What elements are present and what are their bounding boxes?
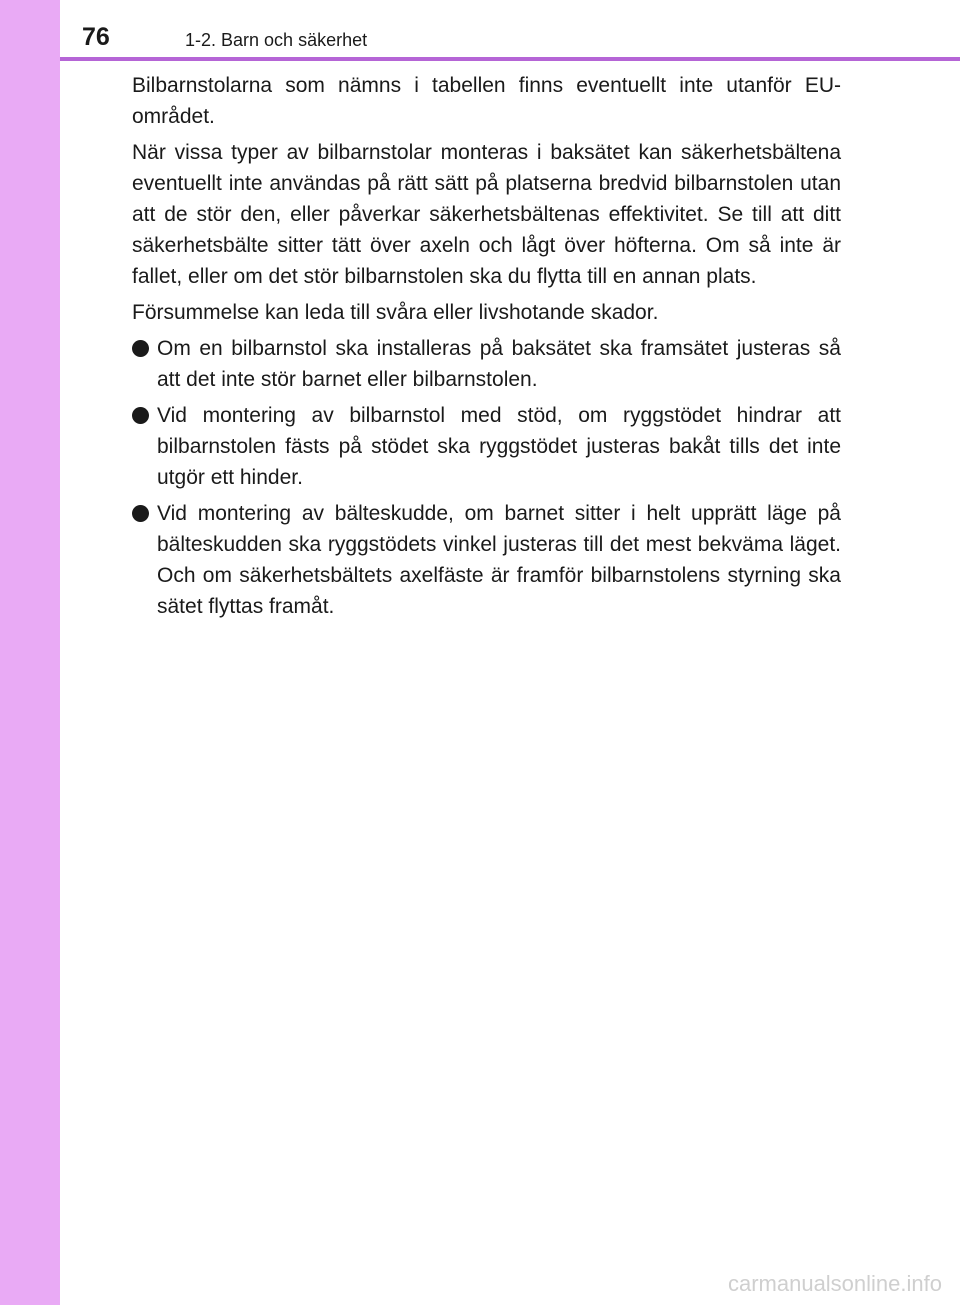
bullet-text: Vid montering av bilbarnstol med stöd, om ryggstödet hindrar att bilbarnstolen fästs på stödet ska ryggstödet justeras bakåt tills det inte utgör ett hinder.	[157, 404, 841, 489]
list-item	[132, 400, 841, 493]
section-title: 1-2. Barn och säkerhet	[185, 30, 368, 50]
page-content	[132, 70, 841, 627]
paragraph: När vissa typer av bilbarnstolar monteras i baksätet kan säkerhetsbältena eventuellt inte användas på rätt sätt på platserna bredvid bilbarnstolen utan att de stör den, eller påverkar säkerhetsbältenas effektivitet. Se till att ditt säkerhetsbälte sitter tätt över axeln och lågt över höfterna. Om så inte är fallet, eller om det stör bilbarnstolen ska du flytta till en annan plats.	[132, 141, 841, 288]
side-band	[0, 0, 60, 1305]
page-number: 76	[82, 23, 110, 51]
bullet-dot-icon	[132, 505, 149, 522]
bullet-dot-icon	[132, 407, 149, 424]
header-rule	[60, 57, 960, 61]
bullet-text: Vid montering av bälteskudde, om barnet sitter i helt upprätt läge på bälteskudden ska ryggstödets vinkel justeras till det mest bekväma läget. Och om säkerhetsbältets axelfäste är framför bilbarnstolens styrning ska sätet flyttas framåt.	[157, 502, 841, 618]
watermark: carmanualsonline.info	[727, 1271, 942, 1296]
paragraph: Försummelse kan leda till svåra eller livshotande skador.	[132, 301, 659, 324]
paragraph: Bilbarnstolarna som nämns i tabellen finns eventuellt inte utanför EU-området.	[132, 74, 841, 128]
bullet-text: Om en bilbarnstol ska installeras på baksätet ska framsätet justeras så att det inte stör barnet eller bilbarnstolen.	[157, 337, 841, 391]
list-item	[132, 333, 841, 395]
list-item	[132, 498, 841, 622]
bullet-dot-icon	[132, 340, 149, 357]
bullet-list	[132, 333, 841, 622]
